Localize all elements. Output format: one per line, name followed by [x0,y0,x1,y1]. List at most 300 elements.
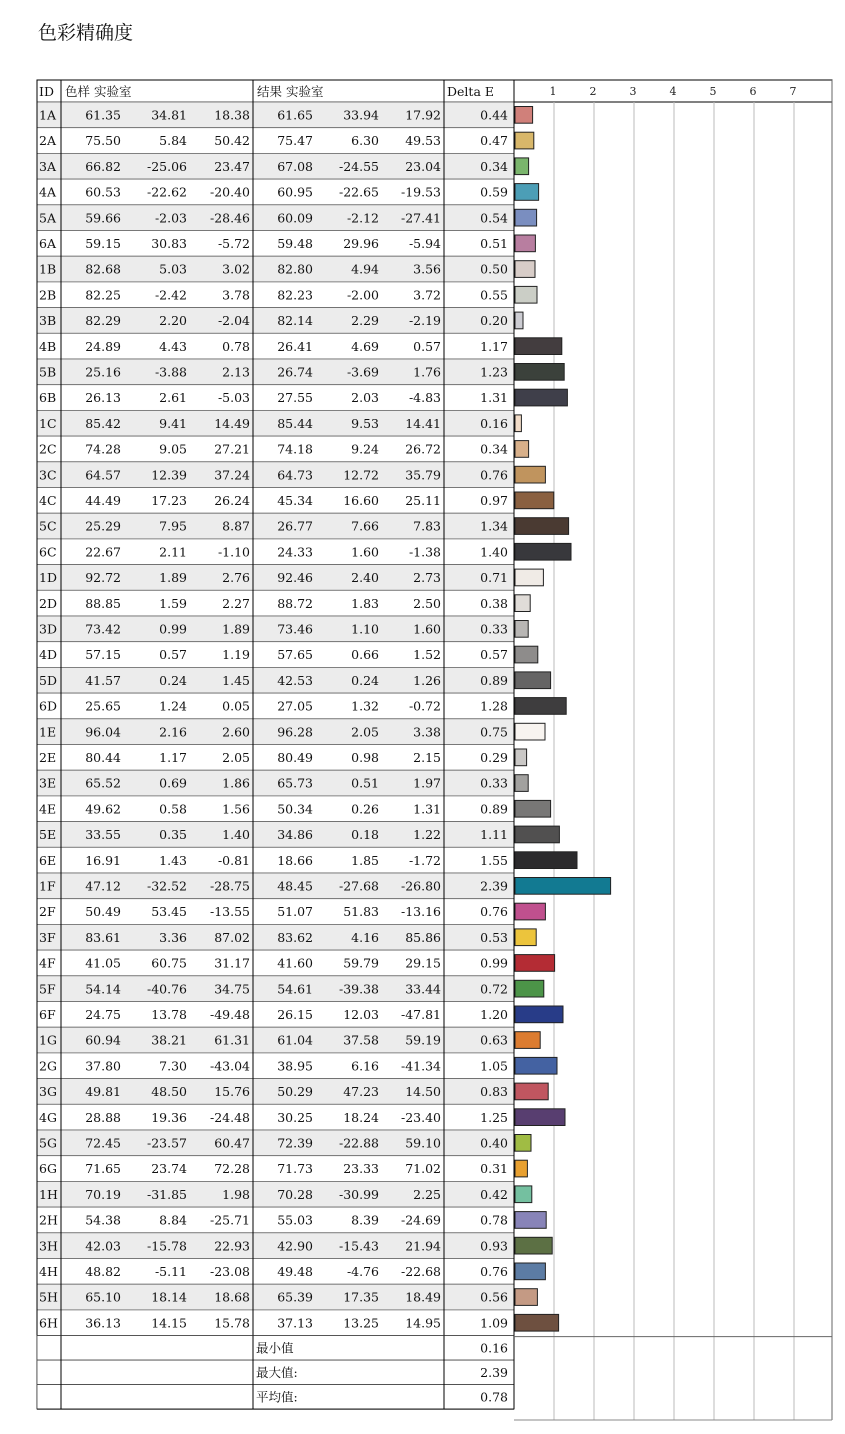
row-id: 3B [39,313,57,329]
delta-e-value: 0.89 [480,672,508,688]
sample-b: 1.98 [222,1186,250,1202]
sample-l: 60.94 [85,1032,121,1048]
result-a: 47.23 [343,1084,379,1100]
sample-a: 7.95 [159,518,187,534]
sample-b: -0.81 [217,852,250,868]
result-b: 18.49 [405,1289,441,1305]
sample-b: -5.03 [217,390,250,406]
row-id: 1C [39,415,57,431]
delta-e-bar [515,1160,527,1177]
result-b: 59.10 [405,1135,441,1151]
result-l: 27.05 [277,698,313,714]
result-l: 38.95 [277,1058,313,1074]
sample-b: 23.47 [214,158,250,174]
row-id: 4H [39,1263,58,1279]
result-a: 6.16 [351,1058,379,1074]
delta-e-bar [515,286,537,303]
sample-b: 34.75 [214,981,250,997]
result-b: -2.19 [408,313,441,329]
result-b: 2.15 [413,749,441,765]
delta-e-value: 0.38 [480,595,508,611]
sample-a: 5.03 [159,261,187,277]
sample-b: 18.68 [214,1289,250,1305]
sample-b: 72.28 [214,1161,250,1177]
sample-l: 61.35 [85,107,121,123]
row-id: 1E [39,724,57,740]
result-l: 75.47 [277,133,313,149]
sample-b: 50.42 [214,133,250,149]
sample-a: 3.36 [159,929,187,945]
summary-value: 0.16 [480,1340,508,1356]
sample-l: 65.10 [85,1289,121,1305]
result-b: 33.44 [405,981,441,997]
delta-e-bar [515,569,543,586]
delta-e-value: 1.31 [480,390,508,406]
result-b: -24.69 [400,1212,441,1228]
result-a: 0.18 [351,827,379,843]
result-b: 14.95 [405,1315,441,1331]
sample-l: 71.65 [85,1161,121,1177]
delta-e-value: 0.56 [480,1289,508,1305]
result-a: -39.38 [338,981,379,997]
result-l: 27.55 [277,390,313,406]
delta-e-value: 0.63 [480,1032,508,1048]
sample-l: 65.52 [85,775,121,791]
row-id: 4B [39,338,57,354]
row-id: 5B [39,364,57,380]
result-a: 18.24 [343,1109,379,1125]
result-a: 51.83 [343,904,379,920]
sample-b: 1.19 [222,647,250,663]
row-id: 1B [39,261,57,277]
delta-e-bar [515,1135,531,1152]
delta-e-value: 1.40 [480,544,508,560]
result-a: 12.72 [343,467,379,483]
result-l: 26.41 [277,338,313,354]
row-id: 4D [39,647,57,663]
result-l: 61.04 [277,1032,313,1048]
delta-e-bar [515,415,521,432]
delta-e-bar [515,364,564,381]
row-id: 6F [39,1006,56,1022]
sample-a: 1.17 [159,749,187,765]
sample-a: -31.85 [146,1186,187,1202]
result-a: 2.05 [351,724,379,740]
sample-b: -28.46 [209,210,250,226]
row-id: 1H [39,1186,58,1202]
delta-e-value: 1.55 [480,852,508,868]
sample-b: 1.86 [222,775,250,791]
delta-e-value: 1.25 [480,1109,508,1125]
sample-a: 5.84 [159,133,187,149]
row-id: 3D [39,621,57,637]
result-l: 60.95 [277,184,313,200]
result-b: 7.83 [413,518,441,534]
result-a: 17.35 [343,1289,379,1305]
delta-e-bar [515,1186,532,1203]
delta-e-value: 1.20 [480,1006,508,1022]
sample-l: 24.75 [85,1006,121,1022]
result-a: 0.24 [351,672,379,688]
row-id: 3G [39,1084,57,1100]
header-id: ID [39,84,54,99]
delta-e-bar [515,775,528,792]
summary-value: 0.78 [480,1389,508,1405]
delta-e-value: 0.89 [480,801,508,817]
delta-e-value: 0.78 [480,1212,508,1228]
result-l: 85.44 [277,415,313,431]
summary-label: 最小值 [256,1340,294,1356]
sample-a: 18.14 [151,1289,187,1305]
delta-e-bar [515,261,535,278]
sample-b: 60.47 [214,1135,250,1151]
result-a: 0.26 [351,801,379,817]
result-l: 59.48 [277,235,313,251]
result-b: 1.60 [413,621,441,637]
sample-l: 75.50 [85,133,121,149]
sample-b: 3.02 [222,261,250,277]
result-b: 14.41 [405,415,441,431]
delta-e-bar [515,235,535,252]
sample-b: 87.02 [214,929,250,945]
result-l: 26.15 [277,1006,313,1022]
delta-e-value: 0.16 [480,415,508,431]
result-a: -27.68 [338,878,379,894]
result-l: 61.65 [277,107,313,123]
delta-e-bar [515,1212,546,1229]
delta-e-value: 0.47 [480,133,508,149]
sample-b: 37.24 [214,467,250,483]
delta-e-value: 0.71 [480,570,508,586]
result-a: 12.03 [343,1006,379,1022]
row-id: 3E [39,775,57,791]
result-b: 59.19 [405,1032,441,1048]
result-b: 3.72 [413,287,441,303]
delta-e-bar [515,749,527,766]
sample-a: -40.76 [146,981,187,997]
result-l: 73.46 [277,621,313,637]
delta-e-bar [515,132,534,149]
sample-b: -43.04 [209,1058,250,1074]
result-l: 80.49 [277,749,313,765]
delta-e-value: 1.11 [480,827,508,843]
result-b: 3.38 [413,724,441,740]
delta-e-value: 0.53 [480,929,508,945]
result-a: 4.94 [351,261,379,277]
delta-e-value: 1.28 [480,698,508,714]
row-id: 4A [39,184,56,200]
result-a: 1.85 [351,852,379,868]
delta-e-value: 2.39 [480,878,508,894]
delta-e-value: 0.54 [480,210,508,226]
row-id: 2A [39,133,56,149]
x-tick-label: 5 [709,85,717,98]
x-tick-label: 2 [589,85,597,98]
delta-e-value: 0.51 [480,235,508,251]
result-l: 65.39 [277,1289,313,1305]
row-id: 5C [39,518,57,534]
result-a: 0.51 [351,775,379,791]
sample-a: 4.43 [159,338,187,354]
sample-a: 7.30 [159,1058,187,1074]
sample-b: -25.71 [209,1212,250,1228]
delta-e-value: 0.57 [480,647,508,663]
sample-l: 25.16 [85,364,121,380]
delta-e-bar [515,389,567,406]
sample-l: 49.81 [85,1084,121,1100]
sample-l: 49.62 [85,801,121,817]
sample-b: 61.31 [214,1032,250,1048]
result-b: 1.97 [413,775,441,791]
sample-a: -2.03 [154,210,187,226]
sample-l: 72.45 [85,1135,121,1151]
result-a: 23.33 [343,1161,379,1177]
delta-e-bar [515,929,536,946]
result-l: 42.53 [277,672,313,688]
delta-e-value: 0.50 [480,261,508,277]
sample-l: 42.03 [85,1238,121,1254]
result-l: 26.77 [277,518,313,534]
result-a: 33.94 [343,107,379,123]
result-b: 21.94 [405,1238,441,1254]
result-b: 3.56 [413,261,441,277]
delta-e-bar [515,646,538,663]
result-l: 34.86 [277,827,313,843]
sample-l: 28.88 [85,1109,121,1125]
summary-value: 2.39 [480,1364,508,1380]
result-b: 2.73 [413,570,441,586]
delta-e-bar [515,184,539,201]
sample-b: 2.60 [222,724,250,740]
delta-e-value: 0.33 [480,775,508,791]
result-b: -26.80 [400,878,441,894]
sample-l: 96.04 [85,724,121,740]
delta-e-value: 0.93 [480,1238,508,1254]
delta-e-bar [515,826,559,843]
sample-a: 2.11 [159,544,187,560]
delta-e-value: 0.55 [480,287,508,303]
result-a: -4.76 [346,1263,379,1279]
row-id: 4C [39,492,57,508]
row-id: 5E [39,827,57,843]
sample-a: 34.81 [151,107,187,123]
delta-e-bar [515,672,551,689]
sample-l: 47.12 [85,878,121,894]
result-l: 72.39 [277,1135,313,1151]
row-id: 5H [39,1289,58,1305]
row-id: 2E [39,749,57,765]
sample-l: 70.19 [85,1186,121,1202]
sample-l: 41.05 [85,955,121,971]
sample-l: 16.91 [85,852,121,868]
row-id: 1A [39,107,56,123]
result-b: -4.83 [408,390,441,406]
result-b: -27.41 [400,210,441,226]
sample-l: 64.57 [85,467,121,483]
result-a: 8.39 [351,1212,379,1228]
result-a: -24.55 [338,158,379,174]
row-id: 6A [39,235,56,251]
row-id: 5A [39,210,56,226]
result-l: 71.73 [277,1161,313,1177]
sample-l: 82.25 [85,287,121,303]
result-a: -2.12 [346,210,379,226]
sample-a: 1.43 [159,852,187,868]
delta-e-value: 1.23 [480,364,508,380]
result-b: -1.72 [408,852,441,868]
result-l: 45.34 [277,492,313,508]
result-a: 1.32 [351,698,379,714]
delta-e-value: 0.42 [480,1186,508,1202]
result-a: 2.29 [351,313,379,329]
sample-a: 17.23 [151,492,187,508]
x-tick-label: 6 [749,85,757,98]
sample-a: 23.74 [151,1161,187,1177]
result-a: 0.98 [351,749,379,765]
delta-e-bar [515,723,545,740]
sample-a: 2.16 [159,724,187,740]
result-l: 26.74 [277,364,313,380]
sample-a: 48.50 [151,1084,187,1100]
result-l: 51.07 [277,904,313,920]
sample-a: -15.78 [146,1238,187,1254]
result-a: 16.60 [343,492,379,508]
result-a: 29.96 [343,235,379,251]
sample-l: 85.42 [85,415,121,431]
result-b: 29.15 [405,955,441,971]
sample-l: 59.15 [85,235,121,251]
sample-a: 38.21 [151,1032,187,1048]
result-l: 49.48 [277,1263,313,1279]
page-title: 色彩精确度 [38,22,134,44]
result-a: 9.24 [351,441,379,457]
sample-b: -49.48 [209,1006,250,1022]
sample-a: 9.41 [159,415,187,431]
result-a: 59.79 [343,955,379,971]
delta-e-bar [515,903,545,920]
result-b: -23.40 [400,1109,441,1125]
result-a: -15.43 [338,1238,379,1254]
row-id: 3H [39,1238,58,1254]
result-l: 42.90 [277,1238,313,1254]
row-id: 6D [39,698,57,714]
delta-e-value: 0.20 [480,313,508,329]
result-l: 54.61 [277,981,313,997]
result-a: -2.00 [346,287,379,303]
delta-e-bar [515,543,571,560]
result-a: 4.16 [351,929,379,945]
delta-e-bar [515,1083,548,1100]
sample-a: 2.20 [159,313,187,329]
result-l: 88.72 [277,595,313,611]
result-b: 14.50 [405,1084,441,1100]
row-id: 6G [39,1161,57,1177]
sample-l: 73.42 [85,621,121,637]
delta-e-bar [515,852,577,869]
row-id: 3C [39,467,57,483]
sample-b: 26.24 [214,492,250,508]
sample-l: 54.14 [85,981,121,997]
delta-e-bar [515,698,566,715]
result-a: 1.10 [351,621,379,637]
sample-b: 1.40 [222,827,250,843]
result-a: 2.03 [351,390,379,406]
delta-e-value: 0.34 [480,158,508,174]
sample-a: 14.15 [151,1315,187,1331]
result-l: 37.13 [277,1315,313,1331]
sample-b: 1.56 [222,801,250,817]
result-b: -1.38 [408,544,441,560]
sample-a: 12.39 [151,467,187,483]
sample-b: -5.72 [217,235,250,251]
delta-e-value: 0.29 [480,749,508,765]
result-l: 82.23 [277,287,313,303]
sample-l: 54.38 [85,1212,121,1228]
result-l: 96.28 [277,724,313,740]
sample-b: 0.78 [222,338,250,354]
row-id: 1F [39,878,56,894]
sample-l: 59.66 [85,210,121,226]
row-id: 5D [39,672,57,688]
result-l: 82.80 [277,261,313,277]
row-id: 6C [39,544,57,560]
result-b: 35.79 [405,467,441,483]
result-l: 74.18 [277,441,313,457]
delta-e-value: 0.76 [480,904,508,920]
delta-e-value: 1.09 [480,1315,508,1331]
sample-b: -2.04 [217,313,250,329]
result-a: -30.99 [338,1186,379,1202]
sample-b: -20.40 [209,184,250,200]
delta-e-value: 0.76 [480,1263,508,1279]
row-id: 6H [39,1315,58,1331]
sample-a: 9.05 [159,441,187,457]
result-b: 2.50 [413,595,441,611]
result-b: 17.92 [405,107,441,123]
sample-l: 88.85 [85,595,121,611]
delta-e-value: 1.34 [480,518,508,534]
delta-e-bar [515,492,554,509]
delta-e-value: 0.75 [480,724,508,740]
sample-b: 1.45 [222,672,250,688]
x-tick-label: 3 [629,85,637,98]
result-b: 1.31 [413,801,441,817]
result-b: 85.86 [405,929,441,945]
sample-b: 1.89 [222,621,250,637]
sample-b: 2.76 [222,570,250,586]
sample-l: 26.13 [85,390,121,406]
row-id: 5G [39,1135,57,1151]
sample-a: 30.83 [151,235,187,251]
delta-e-value: 0.40 [480,1135,508,1151]
result-l: 67.08 [277,158,313,174]
row-id: 3F [39,929,56,945]
sample-l: 48.82 [85,1263,121,1279]
sample-l: 66.82 [85,158,121,174]
row-id: 1D [39,570,57,586]
header-result: 结果 实验室 [257,84,324,99]
result-a: 6.30 [351,133,379,149]
result-l: 65.73 [277,775,313,791]
header-sample: 色样 实验室 [65,84,132,99]
delta-e-bar [515,312,523,329]
sample-l: 50.49 [85,904,121,920]
sample-b: 15.78 [214,1315,250,1331]
row-id: 2D [39,595,57,611]
result-a: 4.69 [351,338,379,354]
delta-e-bar [515,441,529,458]
sample-b: 18.38 [214,107,250,123]
